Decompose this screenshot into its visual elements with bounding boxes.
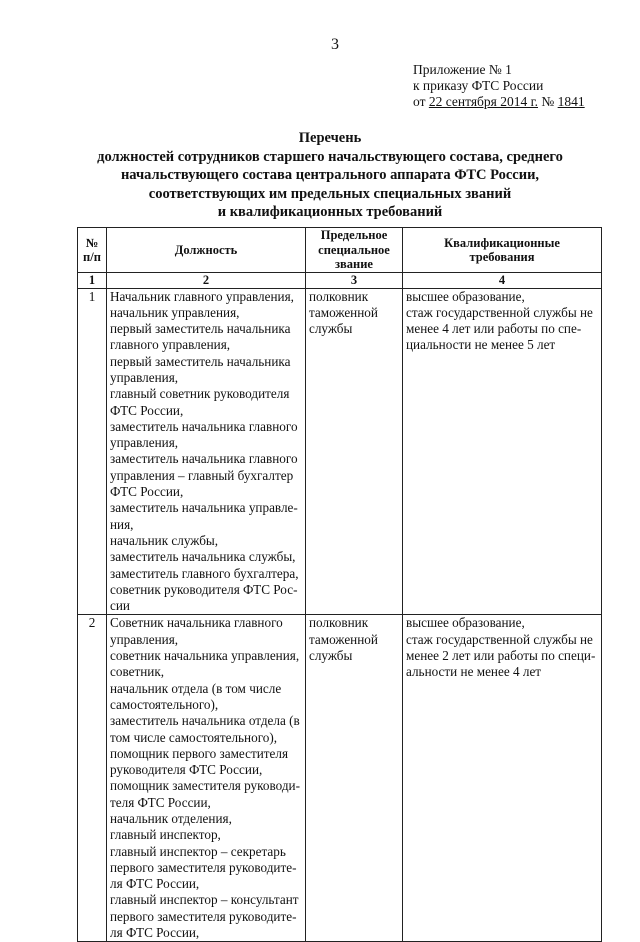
- appendix-title: Приложение № 1: [413, 62, 512, 77]
- header-rank: Предельное специальное звание: [306, 228, 403, 273]
- table-header-row: [78, 228, 602, 273]
- document-title: [60, 129, 600, 222]
- row-number: 2: [78, 615, 107, 942]
- column-number: 1: [78, 273, 107, 289]
- row-number: 1: [78, 288, 107, 615]
- rank-cell: полковник таможенной службы: [306, 288, 403, 615]
- date-prefix: от: [413, 94, 429, 109]
- appendix-order-ref: к приказу ФТС России: [413, 78, 544, 93]
- title-line: начальствующего состава центрального аппарата ФТС России,: [120, 167, 540, 183]
- requirements-cell: высшее образование, стаж государственной службы не менее 2 лет или работы по специ- альности не менее 4 лет: [403, 615, 602, 942]
- table-row: [78, 615, 602, 942]
- requirements-cell: высшее образование, стаж государственной службы не менее 4 лет или работы по спе- циальности не менее 5 лет: [403, 288, 602, 615]
- appendix-note: [413, 62, 585, 110]
- number-label: №: [538, 94, 558, 109]
- header-requirements: Квалификационные требования: [403, 228, 602, 273]
- order-date: 22 сентября 2014 г.: [428, 94, 539, 109]
- column-number: 4: [403, 273, 602, 289]
- table-row: [78, 288, 602, 615]
- positions-table: [77, 227, 602, 942]
- appendix-order-date: [413, 94, 585, 110]
- position-cell: Начальник главного управления, начальник управления, первый заместитель начальника главного управления, первый заместитель начальника управления, главный советник руководителя ФТС России, заместитель начальника главного управления, заместитель начальника главного управления – главный бухгалтер ФТС России, заместитель начальника управле- ния, начальник службы, заместитель начальника службы, заместитель главного бухгалтера, советник руководителя ФТС Рос- сии: [107, 288, 306, 615]
- order-number: 1841: [557, 94, 585, 109]
- column-number: 3: [306, 273, 403, 289]
- title-line: должностей сотрудников старшего начальствующего состава, среднего: [97, 148, 563, 165]
- rank-cell: полковник таможенной службы: [306, 615, 403, 942]
- title-line: соответствующих им предельных специальных званий: [148, 185, 512, 202]
- page-number: 3: [331, 36, 339, 53]
- position-cell: Советник начальника главного управления, советник начальника управления, советник, начальник отдела (в том числе самостоятельного), заместитель начальника отдела (в том числе самостоятельного), помощник первого заместителя руководителя ФТС России, помощник заместителя руководи- теля ФТС России, начальник отделения, главный инспектор, главный инспектор – секретарь первого заместителя руководите- ля ФТС России, главный инспектор – консультант первого заместителя руководите- ля ФТС России,: [107, 615, 306, 942]
- header-position: Должность: [107, 228, 306, 273]
- title-line: и квалификационных требований: [217, 204, 443, 220]
- title-heading: Перечень: [298, 130, 362, 146]
- header-num: № п/п: [78, 228, 107, 273]
- column-number: 2: [107, 273, 306, 289]
- column-number-row: [78, 273, 602, 289]
